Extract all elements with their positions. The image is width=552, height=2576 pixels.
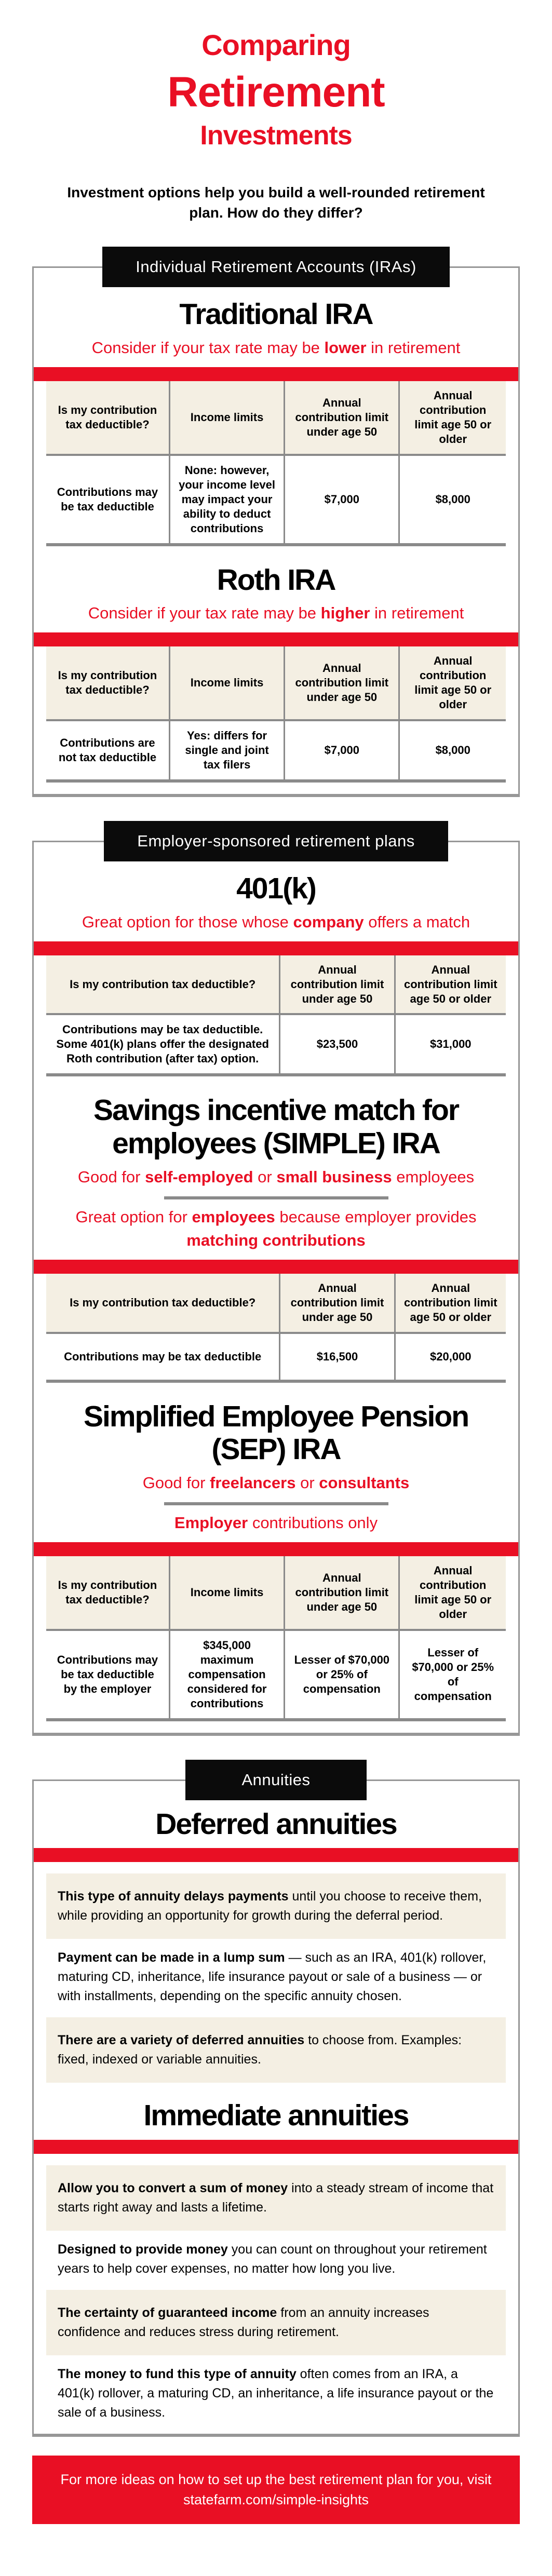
table-header-cell: Annual contribution limit under age 50 xyxy=(280,955,395,1014)
section-pill-annuities: Annuities xyxy=(185,1760,366,1800)
section-employer-plans xyxy=(0,821,552,1736)
table-header-cell: Annual contribution limit under age 50 xyxy=(285,1556,400,1629)
comparison-table-traditional xyxy=(46,381,506,546)
table-header-cell: Annual contribution limit under age 50 xyxy=(285,381,400,454)
table-cell: $8,000 xyxy=(400,456,506,543)
table-body-row xyxy=(46,1015,506,1073)
red-divider-bar xyxy=(34,2140,518,2154)
red-divider-bar xyxy=(34,1542,518,1556)
page-title-line-2: Retirement xyxy=(167,68,385,116)
plan-subtitle: Good for freelancers or consultants xyxy=(142,1474,410,1492)
table-cell: Contributions may be tax deductible by the employer xyxy=(46,1631,170,1718)
page-title-line-3: Investments xyxy=(200,120,352,151)
table-header-row xyxy=(46,646,506,721)
red-divider-bar xyxy=(34,1260,518,1274)
red-divider-bar xyxy=(34,632,518,646)
table-cell: $7,000 xyxy=(285,721,400,779)
page-header xyxy=(0,0,552,223)
table-cell: Lesser of $70,000 or 25% of compensation xyxy=(285,1631,400,1718)
table-cell: $23,500 xyxy=(280,1015,395,1073)
plan-title: Savings incentive match for employees (SIMPLE) IRA xyxy=(93,1094,459,1161)
table-cell: Yes: differs for single and joint tax filers xyxy=(170,721,285,779)
table-header-cell: Is my contribution tax deductible? xyxy=(46,1556,170,1629)
plan-title: Traditional IRA xyxy=(179,298,373,331)
annuity-paragraph: There are a variety of deferred annuities to choose from. Examples: fixed, indexed or variable annuities. xyxy=(46,2017,506,2083)
table-cell: Contributions are not tax deductible xyxy=(46,721,170,779)
card-employer-plans xyxy=(32,841,520,1736)
plan-subtitle-secondary: Employer contributions only xyxy=(174,1514,378,1532)
comparison-table-simple xyxy=(46,1274,506,1383)
table-header-cell: Annual contribution limit age 50 or older xyxy=(396,955,506,1014)
table-header-row xyxy=(46,955,506,1016)
section-annuities xyxy=(0,1760,552,2437)
table-cell: Contributions may be tax deductible xyxy=(46,456,170,543)
table-cell: Contributions may be tax deductible xyxy=(46,1334,280,1380)
table-cell: $7,000 xyxy=(285,456,400,543)
section-pill-iras: Individual Retirement Accounts (IRAs) xyxy=(102,247,450,287)
gray-divider-line xyxy=(164,1196,388,1199)
annuity-deferred xyxy=(46,1808,506,2083)
section-iras xyxy=(0,247,552,797)
table-header-row xyxy=(46,1556,506,1631)
plan-roth-ira xyxy=(46,564,506,783)
plan-title: 401(k) xyxy=(236,871,316,905)
footer-link[interactable]: statefarm.com/simple-insights xyxy=(183,2492,369,2508)
plan-401k xyxy=(46,872,506,1076)
table-header-cell: Annual contribution limit under age 50 xyxy=(280,1274,395,1332)
plan-subtitle-secondary: Great option for employees because employer provides matching contributions xyxy=(75,1207,477,1249)
table-header-row xyxy=(46,1274,506,1334)
table-header-cell: Income limits xyxy=(170,646,285,719)
table-cell: Lesser of $70,000 or 25% of compensation xyxy=(400,1631,506,1718)
page-title-line-1: Comparing xyxy=(201,29,351,61)
card-annuities xyxy=(32,1779,520,2437)
card-iras xyxy=(32,266,520,797)
plan-subtitle: Great option for those whose company offers a match xyxy=(82,912,470,931)
table-cell: $16,500 xyxy=(280,1334,395,1380)
gray-divider-line xyxy=(164,1502,388,1505)
table-body-row xyxy=(46,1631,506,1718)
table-header-row xyxy=(46,381,506,456)
table-header-cell: Annual contribution limit under age 50 xyxy=(285,646,400,719)
table-header-cell: Is my contribution tax deductible? xyxy=(46,955,280,1014)
plan-title: Simplified Employee Pension (SEP) IRA xyxy=(83,1399,469,1466)
table-header-cell: Income limits xyxy=(170,1556,285,1629)
comparison-table-sep xyxy=(46,1556,506,1721)
table-body-row xyxy=(46,721,506,779)
annuity-paragraph: The certainty of guaranteed income from an annuity increases confidence and reduces stress during retirement. xyxy=(46,2290,506,2355)
table-body-row xyxy=(46,456,506,543)
plan-subtitle: Consider if your tax rate may be lower in retirement xyxy=(91,339,461,357)
plan-subtitle: Consider if your tax rate may be higher in retirement xyxy=(88,604,464,623)
table-header-cell: Annual contribution limit age 50 or older xyxy=(400,646,506,719)
table-cell: $345,000 maximum compensation considered for contributions xyxy=(170,1631,285,1718)
table-cell: $20,000 xyxy=(396,1334,506,1380)
red-divider-bar xyxy=(34,367,518,381)
table-header-cell: Annual contribution limit age 50 or older xyxy=(400,1556,506,1629)
comparison-table-401k xyxy=(46,955,506,1077)
annuity-paragraph: Allow you to convert a sum of money into a steady stream of income that starts right away and lasts a lifetime. xyxy=(46,2165,506,2231)
plan-title: Roth IRA xyxy=(217,563,335,597)
plan-traditional-ira xyxy=(46,298,506,546)
table-header-cell: Annual contribution limit age 50 or older xyxy=(400,381,506,454)
table-cell: $31,000 xyxy=(396,1015,506,1073)
plan-subtitle: Good for self-employed or small business employees xyxy=(77,1167,475,1186)
red-divider-bar xyxy=(34,1848,518,1862)
plan-simple-ira xyxy=(46,1094,506,1382)
table-header-cell: Income limits xyxy=(170,381,285,454)
plan-title: Deferred annuities xyxy=(155,1807,397,1841)
red-divider-bar xyxy=(34,941,518,955)
table-cell: $8,000 xyxy=(400,721,506,779)
table-header-cell: Annual contribution limit age 50 or older xyxy=(396,1274,506,1332)
table-header-cell: Is my contribution tax deductible? xyxy=(46,1274,280,1332)
annuity-paragraph: Payment can be made in a lump sum — such as an IRA, 401(k) rollover, maturing CD, inheritance, life insurance payout or sale of a business — or with installments, depending on the specific annuity chosen. xyxy=(58,1950,487,2004)
annuity-paragraph: Designed to provide money you can count on throughout your retirement years to help cover expenses, no matter how long you live. xyxy=(58,2242,487,2276)
annuity-paragraph: This type of annuity delays payments until you choose to receive them, while providing an opportunity for growth during the deferral period. xyxy=(46,1873,506,1939)
table-header-cell: Is my contribution tax deductible? xyxy=(46,646,170,719)
plan-sep-ira xyxy=(46,1400,506,1721)
plan-title: Immediate annuities xyxy=(143,2099,409,2133)
annuity-paragraph: The money to fund this type of annuity often comes from an IRA, a 401(k) rollover, a maturing CD, an inheritance, a life insurance payout or the sale of a business. xyxy=(58,2367,494,2420)
footer-text: For more ideas on how to set up the best retirement plan for you, visit xyxy=(60,2472,492,2488)
table-header-cell: Is my contribution tax deductible? xyxy=(46,381,170,454)
comparison-table-roth xyxy=(46,646,506,783)
section-pill-employer-plans: Employer-sponsored retirement plans xyxy=(104,821,448,861)
footer-banner xyxy=(32,2456,520,2524)
table-cell: Contributions may be tax deductible. Some 401(k) plans offer the designated Roth contribution (after tax) option. xyxy=(46,1015,280,1073)
annuity-immediate xyxy=(46,2099,506,2422)
intro-text: Investment options help you build a well-rounded retirement plan. How do they differ? xyxy=(67,184,485,221)
table-body-row xyxy=(46,1334,506,1380)
table-cell: None: however, your income level may impact your ability to deduct contributions xyxy=(170,456,285,543)
